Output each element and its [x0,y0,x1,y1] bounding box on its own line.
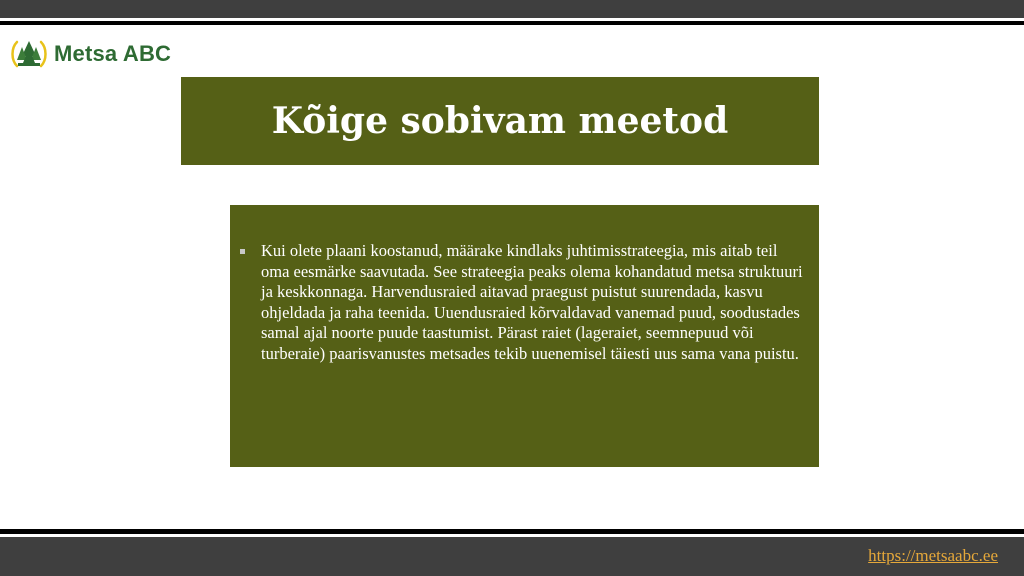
title-panel [181,77,819,165]
top-divider [0,21,1024,25]
slide-title: Kõige sobivam meetod [271,100,729,142]
content-panel [230,205,819,467]
logo[interactable] [10,38,171,70]
logo-text: Metsa ABC [54,41,172,66]
bullet-icon [240,249,245,254]
forest-logo-icon [10,38,48,70]
bullet-item [240,241,805,365]
bullet-text: Kui olete plaani koostanud, määrake kindlaks juhtimisstrateegia, mis aitab teil oma eesmärke saavutada. See strateegia peaks olema kohandatud metsa struktuuri ja keskkonnaga. Harvendusraied aitavad praegust puistut suurendada, kasvu ohjeldada ja raha teenida. Uuendusraied kõrvaldavad vanemad puud, soodustades samal ajal noorte puude taastumist. Pärast raiet (lageraiet, seemnepuud või turberaie) paarisvanustes metsades tekib uuenemisel täiesti uus sama vana puistu. [261,241,803,363]
top-bar [0,0,1024,18]
bottom-divider [0,529,1024,534]
website-link[interactable]: https://metsaabc.ee [868,546,998,565]
